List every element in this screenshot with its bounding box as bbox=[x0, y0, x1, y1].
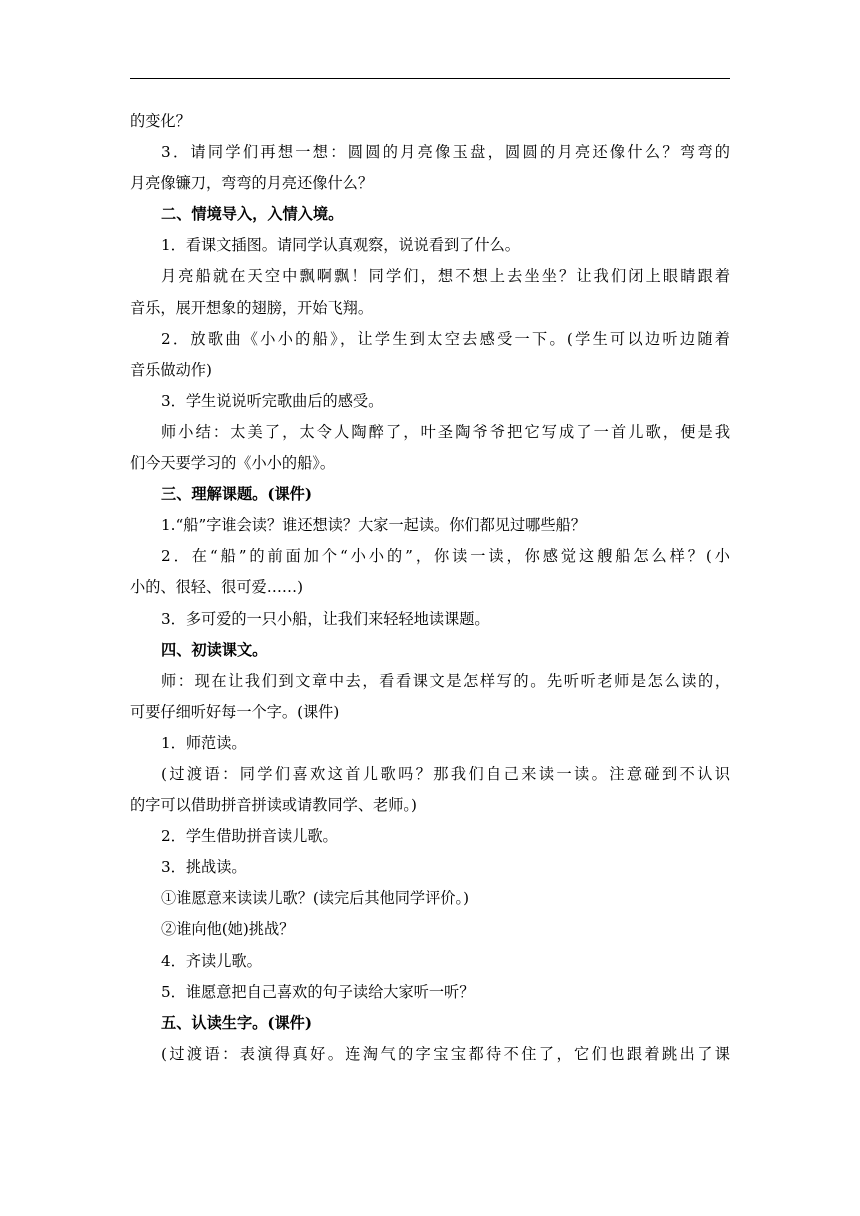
paragraph-line: (过渡语：同学们喜欢这首儿歌吗？那我们自己来读一读。注意碰到不认识 bbox=[161, 764, 730, 783]
paragraph-line: 1.“船”字谁会读？谁还想读？大家一起读。你们都见过哪些船？ bbox=[161, 516, 586, 535]
paragraph-line: 师：现在让我们到文章中去，看看课文是怎样写的。先听听老师是怎么读的， bbox=[161, 671, 730, 690]
paragraph-line: 小的、很轻、很可爱……) bbox=[130, 578, 303, 597]
paragraph-line: 月亮像镰刀，弯弯的月亮还像什么？ bbox=[130, 174, 373, 193]
paragraph-line: 3．多可爱的一只小船，让我们来轻轻地读课题。 bbox=[161, 609, 490, 628]
paragraph-line: 音乐做动作) bbox=[130, 360, 212, 379]
section-heading: 三、理解课题。(课件) bbox=[161, 485, 313, 504]
paragraph-line: 的变化？ bbox=[130, 112, 191, 130]
section-heading: 五、认读生字。(课件) bbox=[161, 1013, 313, 1032]
paragraph-line: 4．齐读儿歌。 bbox=[161, 951, 262, 970]
paragraph-line: 2．放歌曲《小小的船》，让学生到太空去感受一下。(学生可以边听边随着 bbox=[161, 329, 730, 348]
paragraph-line: 1．看课文插图。请同学认真观察，说说看到了什么。 bbox=[161, 236, 520, 255]
paragraph-line: 3．挑战读。 bbox=[161, 858, 247, 877]
document-body bbox=[130, 106, 730, 1070]
paragraph-line: 月亮船就在天空中飘啊飘！同学们，想不想上去坐坐？让我们闭上眼睛跟着 bbox=[161, 267, 730, 286]
paragraph-line: 师小结：太美了，太令人陶醉了，叶圣陶爷爷把它写成了一首儿歌，便是我 bbox=[161, 422, 730, 441]
paragraph-line: ②谁向他(她)挑战？ bbox=[161, 920, 295, 939]
paragraph-line: 2．学生借助拼音读儿歌。 bbox=[161, 827, 338, 846]
paragraph-line: 1．师范读。 bbox=[161, 733, 247, 752]
paragraph-line: 可要仔细听好每一个字。(课件) bbox=[130, 702, 340, 721]
paragraph-line: 3．请同学们再想一想：圆圆的月亮像玉盘，圆圆的月亮还像什么？弯弯的 bbox=[161, 143, 730, 162]
paragraph-line: 5．谁愿意把自己喜欢的句子读给大家听一听？ bbox=[161, 982, 475, 1001]
header-rule bbox=[130, 78, 730, 79]
paragraph-line: 2．在“船”的前面加个“小小的”，你读一读，你感觉这艘船怎么样？(小 bbox=[161, 547, 730, 566]
paragraph-line: 音乐，展开想象的翅膀，开始飞翔。 bbox=[130, 298, 373, 317]
paragraph-line: 们今天要学习的《小小的船》。 bbox=[130, 454, 336, 473]
paragraph-line: (过渡语：表演得真好。连淘气的字宝宝都待不住了，它们也跟着跳出了课 bbox=[161, 1044, 730, 1063]
section-heading: 四、初读课文。 bbox=[161, 640, 268, 659]
section-heading: 二、情境导入，入情入境。 bbox=[161, 205, 344, 224]
paragraph-line: 的字可以借助拼音拼读或请教同学、老师。) bbox=[130, 796, 417, 815]
paragraph-line: 3．学生说说听完歌曲后的感受。 bbox=[161, 391, 384, 410]
paragraph-line: ①谁愿意来读读儿歌？(读完后其他同学评价。) bbox=[161, 889, 470, 908]
